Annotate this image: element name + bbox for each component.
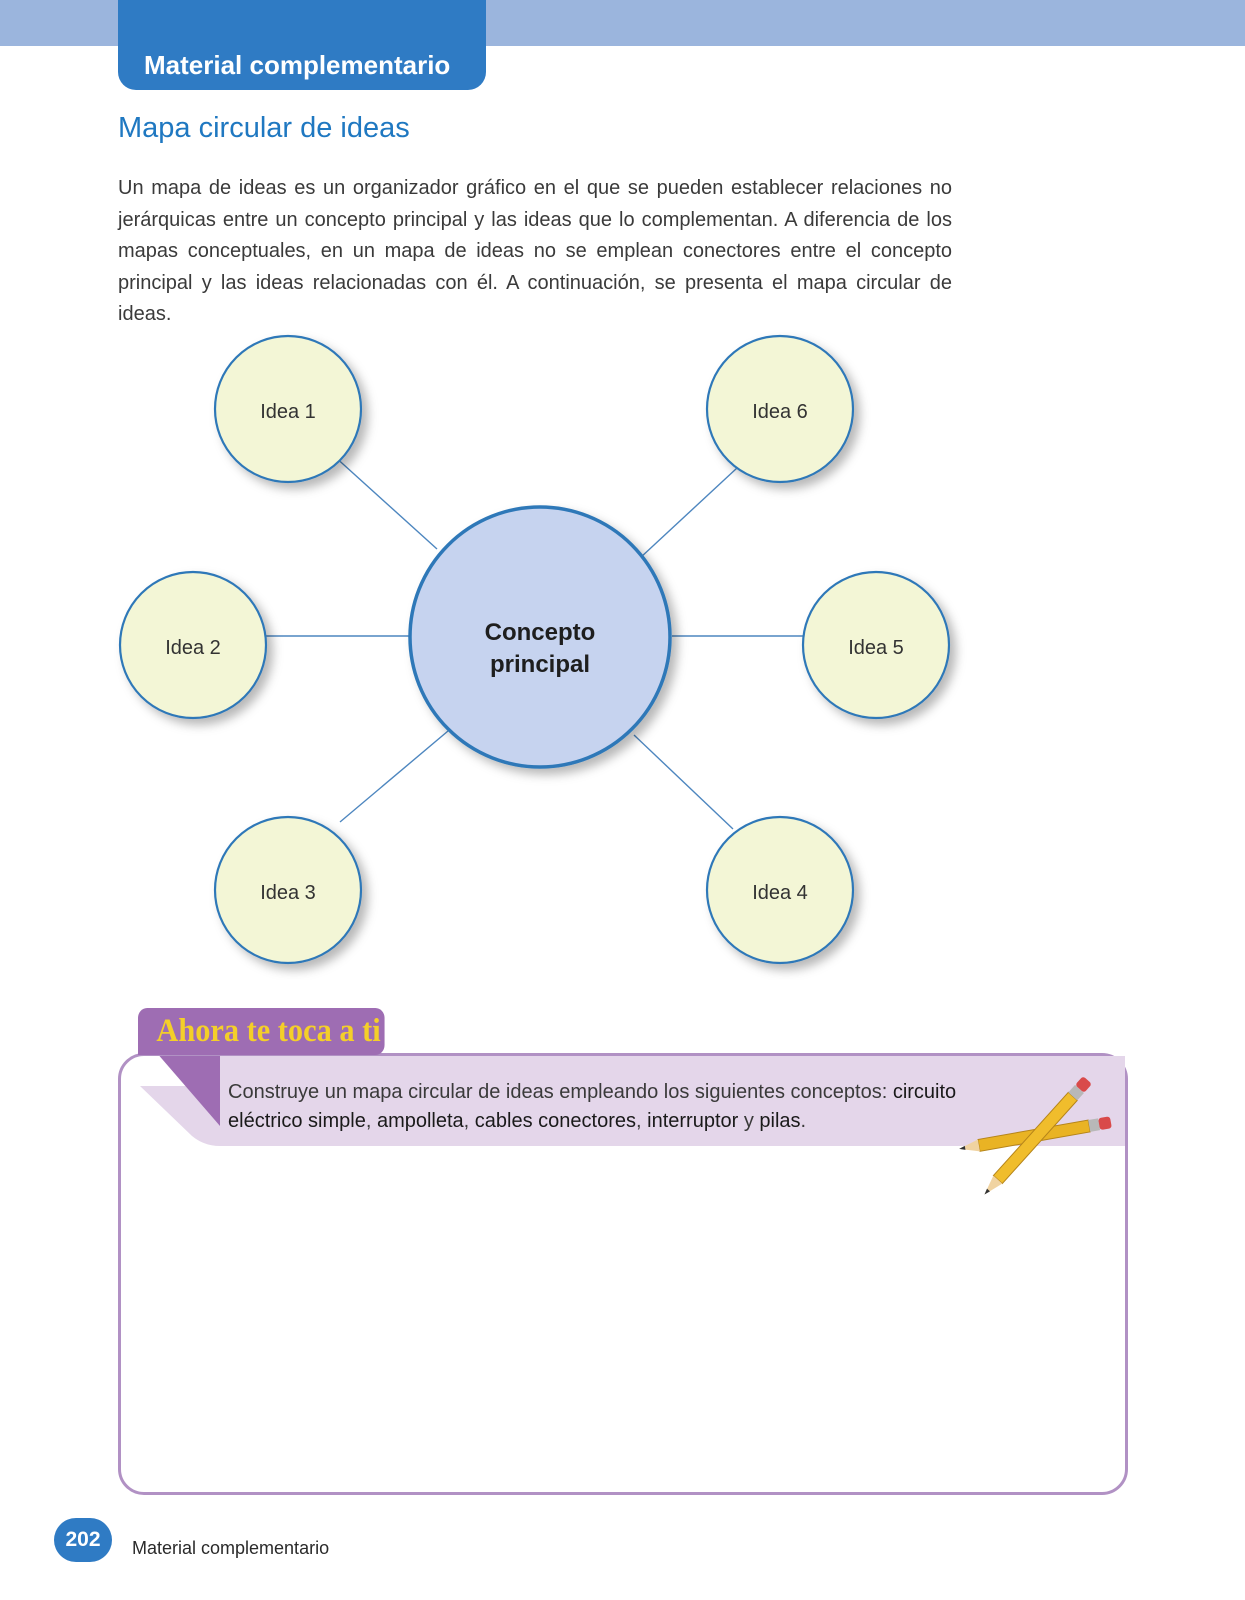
separator: , [636,1110,648,1132]
concept-term: circuito eléctrico simple [228,1081,957,1132]
instruction-text: Construye un mapa circular de ideas empleando los siguientes conceptos: [228,1081,893,1103]
idea-label-2: Idea 2 [165,637,221,659]
separator: , [365,1110,377,1132]
page-number: 202 [54,1518,112,1562]
concept-term: cables conectores [474,1110,636,1132]
separator: , [463,1110,475,1132]
separator: y [738,1110,760,1132]
circular-idea-map [0,300,1000,980]
connector-idea-1 [333,455,437,549]
connector-idea-4 [634,735,733,829]
center-concept-line-2: principal [489,651,591,678]
connector-idea-6 [640,468,737,558]
concept-term: ampolleta [376,1110,464,1132]
idea-label-3: Idea 3 [260,882,316,904]
idea-label-4: Idea 4 [752,882,808,904]
idea-label-1: Idea 1 [260,401,316,423]
activity-heading: Ahora te toca a ti [138,1008,385,1055]
footer-label: Material complementario [132,1538,330,1558]
pencils-icon [958,1065,1118,1205]
concept-term: interruptor [647,1110,739,1132]
center-concept-node [410,507,670,767]
idea-node-3 [215,817,361,963]
section-tab: Material complementario [118,0,486,90]
idea-node-4 [707,817,853,963]
idea-label-6: Idea 6 [752,401,808,423]
idea-node-1 [215,336,361,482]
page-title: Mapa circular de ideas [118,112,410,144]
idea-node-2 [120,572,266,718]
intro-paragraph: Un mapa de ideas es un organizador gráfico en el que se pueden establecer relaciones no jerárquicas entre un concepto principal y las ideas que lo complementan. A diferencia de los mapas conceptuales, en un mapa de ideas no se emplean conectores entre el concepto principal y las ideas relacionadas con él. A continuación, se presenta el mapa circular de ideas. [118,177,952,325]
activity-instruction [228,1078,988,1136]
idea-label-5: Idea 5 [848,637,904,659]
separator: . [800,1110,807,1132]
idea-node-6 [707,336,853,482]
connector-idea-3 [340,731,448,822]
concept-term: pilas [759,1110,801,1132]
idea-node-5 [803,572,949,718]
center-concept-line-1: Concepto [484,619,596,646]
